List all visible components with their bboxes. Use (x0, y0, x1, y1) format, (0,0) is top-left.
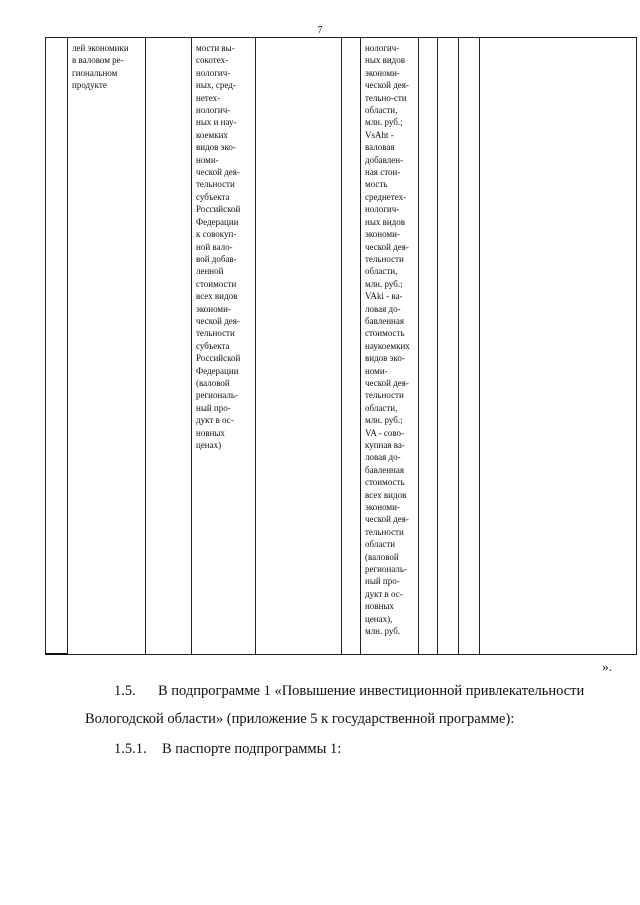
table-cell-indicator-name: лей экономики в валовом ре- гиональном продукте (68, 38, 146, 655)
paragraph-number: 1.5.1. (114, 741, 147, 757)
paragraph-1-5-1 (114, 739, 341, 759)
table-cell-definition: мости вы- сокотех- нологич- ных, сред- нетех- нологич- ных и нау- коемких видов эко- номи- ческой дея- тельности субъекта Российской Федерации к совокуп- ной вало- вой добав- ленной стоимости всех видов экономи- ческой дея- тельности субъекта Российской Федерации (валовой региональ- ный про- дукт в ос- новных ценах) (192, 38, 256, 655)
paragraph-text: В подпрограмме 1 «Повышение инвестиционной привлекательности (158, 683, 585, 699)
table-row (46, 38, 637, 655)
paragraph-number: 1.5. (114, 683, 136, 699)
table-cell-empty (480, 38, 637, 655)
table-cell-empty (419, 38, 438, 655)
table-cell-empty (342, 38, 361, 655)
table-cell-empty (438, 38, 459, 655)
paragraph-text: В паспорте подпрограммы 1: (162, 741, 342, 757)
closing-quote: ». (602, 659, 612, 674)
paragraph-1-5 (114, 681, 584, 701)
table-cell-empty (46, 38, 68, 655)
indicator-table (45, 37, 637, 655)
table-cell-empty (256, 38, 342, 655)
table-cell-empty (146, 38, 192, 655)
table-cell-formula-legend: нологич- ных видов экономи- ческой дея- тельно-сти области, млн. руб.; VsAht - валовая добавлен- ная стои- мость среднетех- нологич- ных видов экономи- ческой дея- тельности области, млн. руб.; VAki - ва- ловая до- бавленная стоимость наукоемких видов эко- номи- ческой дея- тельности области, млн. руб.; VA - сово- купная ва- ловая до- бавленная стоимость всех видов экономи- ческой дея- тельности области (валовой региональ- ный про- дукт в ос- новных ценах), млн. руб. (361, 38, 419, 655)
table-cell-empty (459, 38, 480, 655)
page-number: 7 (317, 25, 323, 36)
paragraph-1-5-continuation: Вологодской области» (приложение 5 к государственной программе): (85, 711, 515, 727)
